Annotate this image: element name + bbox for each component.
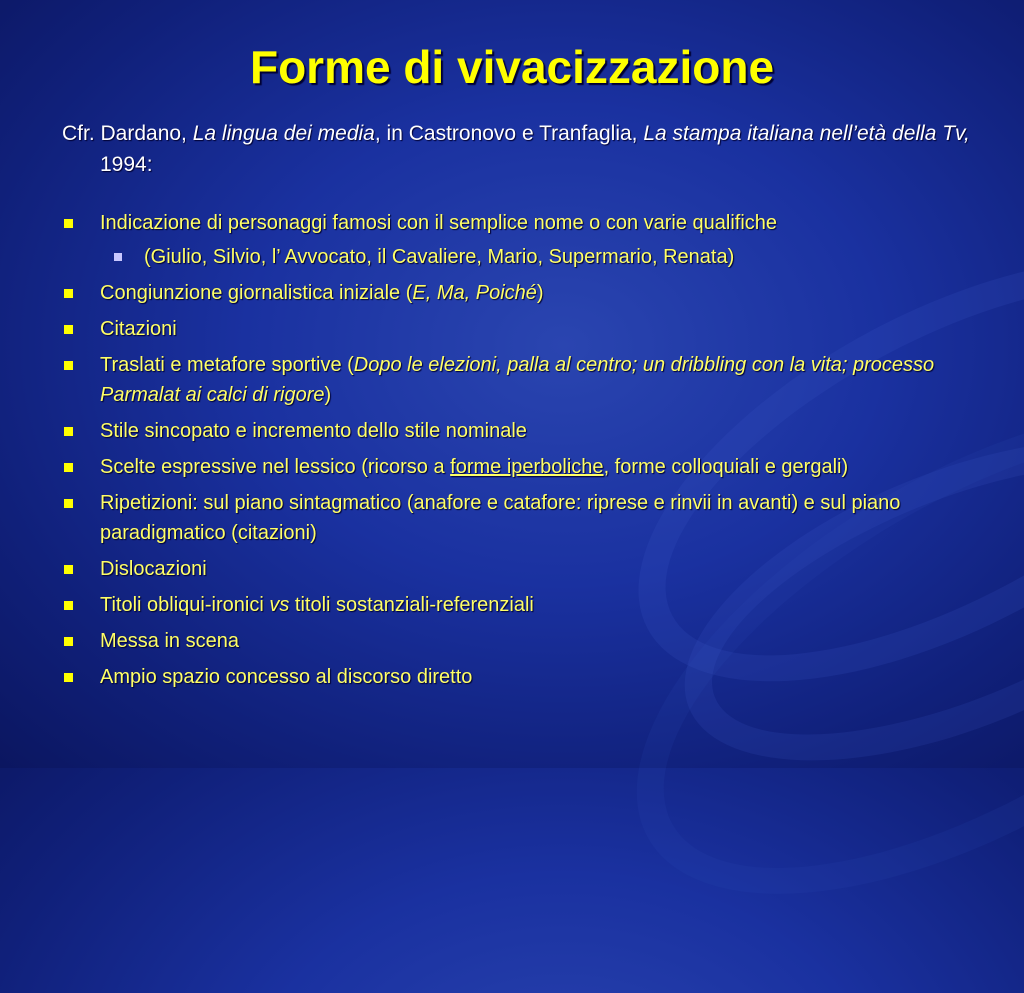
square-bullet-icon bbox=[64, 325, 73, 334]
citation-volume-title: La stampa italiana nell’età della Tv, bbox=[643, 122, 970, 145]
list-item bbox=[62, 626, 1000, 656]
list-subitem bbox=[62, 242, 1000, 272]
list-item bbox=[62, 416, 1000, 446]
square-bullet-icon bbox=[64, 601, 73, 610]
list-item bbox=[62, 488, 1000, 548]
list-item-emphasis: vs bbox=[269, 594, 290, 616]
list-item-text: titoli sostanziali-referenziali bbox=[289, 594, 534, 616]
list-item-text: Dislocazioni bbox=[100, 558, 207, 580]
citation-year: 1994: bbox=[100, 153, 153, 176]
list-item-text: Messa in scena bbox=[100, 630, 239, 652]
citation-book-title: La lingua dei media bbox=[192, 122, 375, 145]
list-item bbox=[62, 314, 1000, 344]
list-item-emphasis: E, Ma, Poiché bbox=[412, 282, 537, 304]
list-item-text: Congiunzione giornalistica iniziale ( bbox=[100, 282, 413, 304]
list-item bbox=[62, 662, 1000, 692]
list-item bbox=[62, 278, 1000, 308]
citation-part-2: , in Castronovo e Tranfaglia, bbox=[374, 122, 644, 145]
square-bullet-icon bbox=[64, 637, 73, 646]
bullet-list bbox=[62, 208, 1000, 692]
list-item-text: Titoli obliqui-ironici bbox=[100, 594, 270, 616]
square-bullet-icon bbox=[64, 463, 73, 472]
list-item bbox=[62, 452, 1000, 482]
square-bullet-icon bbox=[64, 565, 73, 574]
citation bbox=[62, 118, 1000, 180]
square-bullet-icon bbox=[64, 219, 73, 228]
list-item-text: Citazioni bbox=[100, 318, 177, 340]
list-item bbox=[62, 350, 1000, 410]
list-item-text: Scelte espressive nel lessico (ricorso a bbox=[100, 456, 451, 478]
list-item-text: (Giulio, Silvio, l’ Avvocato, il Cavaliere, Mario, Supermario, Renata) bbox=[144, 246, 735, 268]
list-item bbox=[62, 590, 1000, 620]
square-bullet-icon bbox=[64, 673, 73, 682]
list-item-text: Ripetizioni: sul piano sintagmatico (anafore e catafore: riprese e rinvii in avanti) e sul piano paradigmatico (citazioni) bbox=[100, 492, 901, 544]
citation-part-1: Cfr. Dardano, bbox=[62, 122, 193, 145]
list-item-text: Stile sincopato e incremento dello stile nominale bbox=[100, 420, 527, 442]
list-item bbox=[62, 208, 1000, 238]
square-bullet-icon bbox=[114, 253, 122, 261]
list-item-underlined: forme iperboliche bbox=[450, 456, 604, 478]
list-item-text: Ampio spazio concesso al discorso diretto bbox=[100, 666, 473, 688]
square-bullet-icon bbox=[64, 427, 73, 436]
list-item-text: Traslati e metafore sportive ( bbox=[100, 354, 354, 376]
square-bullet-icon bbox=[64, 499, 73, 508]
list-item-text: ) bbox=[536, 282, 544, 304]
list-item-text: Indicazione di personaggi famosi con il semplice nome o con varie qualifiche bbox=[100, 212, 778, 234]
slide-content bbox=[62, 118, 1000, 698]
slide-title: Forme di vivacizzazione bbox=[249, 41, 775, 93]
list-item-emphasis: Dopo le elezioni, palla al centro; un dribbling con la vita; processo Parmalat ai calci di rigore bbox=[100, 354, 935, 406]
square-bullet-icon bbox=[64, 361, 73, 370]
list-item-text: ) bbox=[324, 384, 332, 406]
list-item-text: , forme colloquiali e gergali) bbox=[603, 456, 849, 478]
square-bullet-icon bbox=[64, 289, 73, 298]
list-item bbox=[62, 554, 1000, 584]
